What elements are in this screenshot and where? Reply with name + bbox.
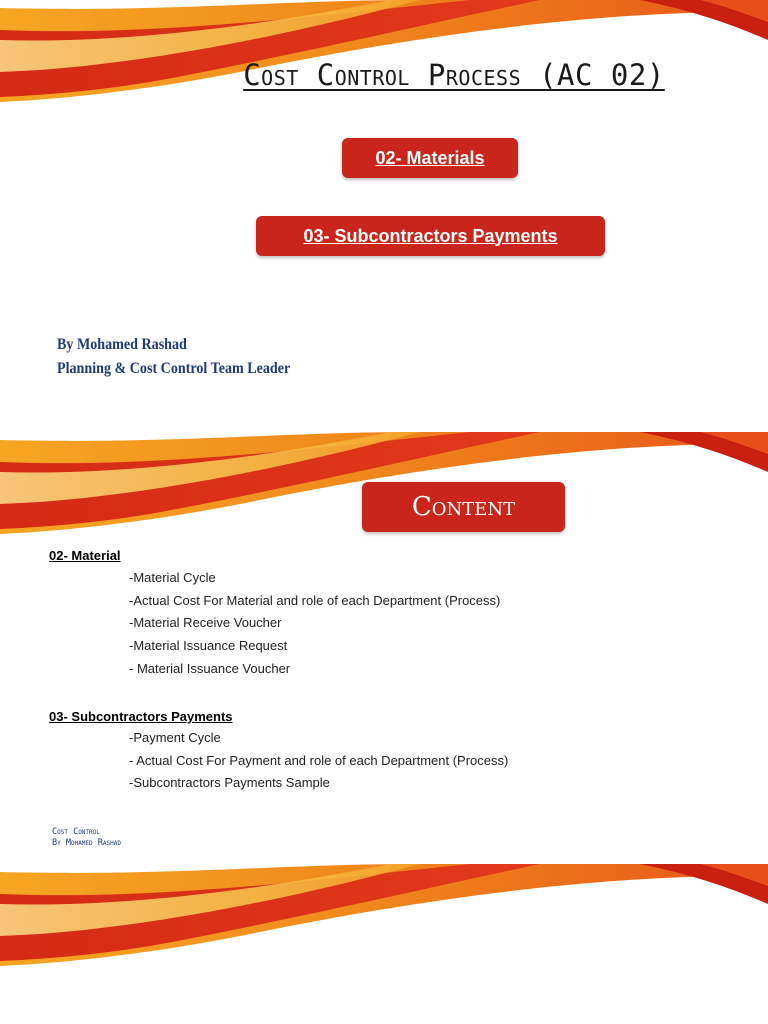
list-item: - Actual Cost For Payment and role of each Department (Process) (129, 752, 509, 768)
list-item: -Actual Cost For Material and role of each Department (Process) (129, 592, 501, 608)
slide-content (0, 432, 768, 864)
material-items-list (129, 567, 500, 680)
footer-line: By Mohamed Rashad (52, 838, 121, 848)
subcontractors-items-list (129, 727, 508, 795)
author-name: By Mohamed Rashad (57, 336, 187, 353)
list-item: - Material Issuance Voucher (129, 660, 291, 676)
slide-title (0, 0, 768, 432)
subcontractors-section-button[interactable] (256, 216, 605, 256)
materials-section-label: 02- Materials (375, 147, 485, 168)
page-title: Cost Control Process (AC 02) (243, 58, 665, 92)
author-role: Planning & Cost Control Team Leader (57, 360, 291, 377)
slide-next-partial (0, 864, 768, 1024)
list-item: -Material Receive Voucher (129, 615, 282, 631)
content-heading: Content (362, 482, 565, 532)
subcontractors-section-label: 03- Subcontractors Payments (303, 225, 558, 246)
section-title-subcontractors: 03- Subcontractors Payments (49, 709, 233, 724)
list-item: -Material Cycle (129, 570, 216, 585)
list-item: -Material Issuance Request (129, 638, 288, 654)
list-item: -Subcontractors Payments Sample (129, 775, 330, 791)
section-title-material: 02- Material (49, 548, 121, 563)
footer-line: Cost Control (52, 827, 100, 837)
materials-section-button[interactable] (342, 138, 518, 178)
slide-footer (52, 827, 121, 849)
swoosh-decoration (0, 864, 768, 984)
list-item: -Payment Cycle (129, 730, 221, 745)
